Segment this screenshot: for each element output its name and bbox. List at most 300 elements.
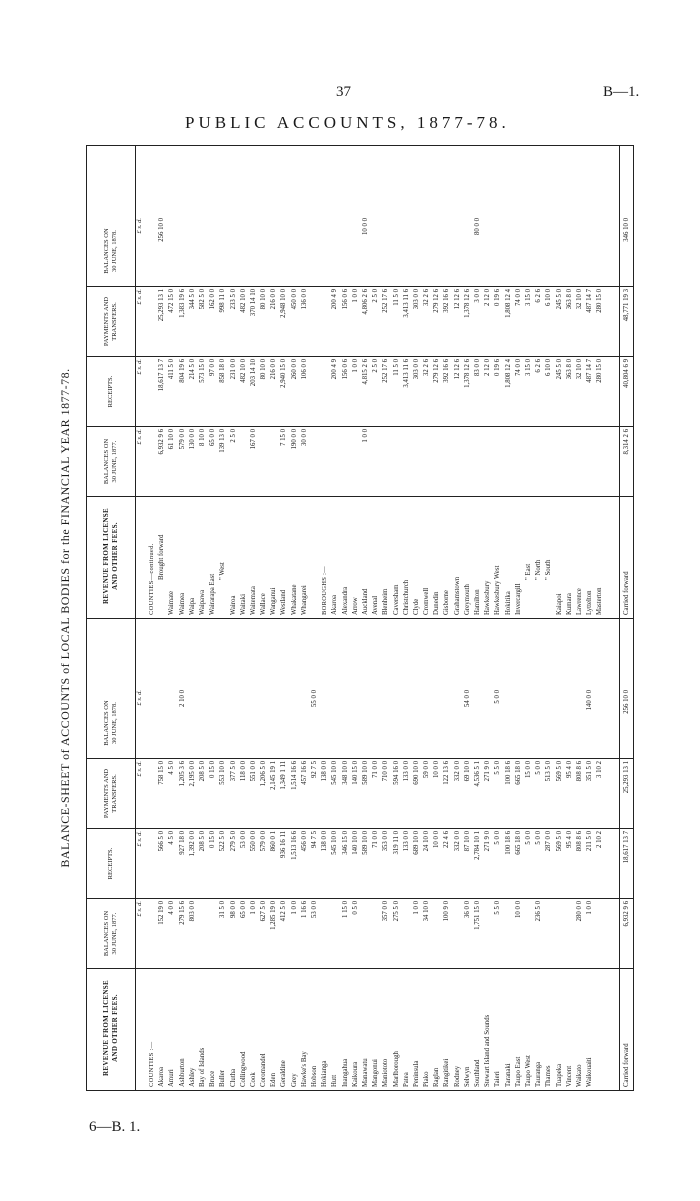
receipts-value: 3 15 0 (524, 356, 534, 426)
spacer-cell (605, 426, 619, 496)
balance-1877-value (595, 426, 605, 496)
balance-1877-value (493, 426, 503, 496)
payments-value: 332 0 0 (453, 758, 463, 828)
balance-1877-value (147, 898, 157, 968)
payments-value: 303 0 0 (412, 286, 422, 356)
ledger-table (86, 145, 634, 1091)
receipts-value: 11 5 0 (392, 356, 402, 426)
units-label: £ s. d. (136, 286, 147, 356)
table-row (198, 146, 208, 618)
table-row (341, 619, 351, 1090)
receipts-value: 0 19 6 (493, 356, 503, 426)
receipts-value: 12 12 6 (453, 356, 463, 426)
payments-value (310, 286, 320, 356)
balance-1878-value (422, 688, 432, 758)
payments-value: 1,206 5 0 (259, 758, 269, 828)
table-row (392, 146, 402, 618)
balance-1878-value (310, 216, 320, 286)
payments-value: 80 10 0 (259, 286, 269, 356)
payments-value: 0 15 0 (208, 758, 218, 828)
page-number: 37 (336, 84, 351, 100)
units-label: £ s. d. (136, 828, 147, 898)
balance-1877-value (239, 426, 249, 496)
balance-1878-value (555, 216, 565, 286)
balance-1878-value: 54 0 0 (463, 690, 471, 707)
receipts-value: 95 4 0 (565, 828, 575, 898)
row-name: Cromwell (422, 496, 432, 618)
row-name: Taupo East (514, 968, 524, 1090)
balance-1877-value: 1 16 6 (300, 898, 310, 968)
total-value: 6,932 9 6 (620, 898, 633, 968)
table-row (442, 146, 452, 618)
row-name: " West (218, 496, 228, 618)
balance-1878-value (371, 688, 381, 758)
total-label: Carried forward (620, 496, 633, 618)
units-blank (136, 968, 147, 1090)
header-payments-line1: PAYMENTS AND (102, 768, 110, 819)
table-row (453, 619, 463, 1090)
balance-1877-value: 1 0 0 (361, 426, 371, 496)
balance-1877-value (330, 426, 340, 496)
balance-1877-value (524, 426, 534, 496)
balance-1878-value (218, 688, 228, 758)
payments-value: 233 5 0 (229, 286, 239, 356)
balance-1877-value (565, 898, 575, 968)
payments-value: 74 0 0 (514, 286, 524, 356)
receipts-value: 858 18 0 (218, 356, 228, 426)
balance-1877-value: 5 5 0 (493, 898, 503, 968)
receipts-value: 2 12 0 (483, 356, 493, 426)
spacer-cell (605, 968, 619, 1090)
column-headers (87, 146, 136, 618)
row-name: Akaroa (157, 968, 167, 1090)
table-row (218, 619, 228, 1090)
payments-value: 487 14 7 (585, 286, 595, 356)
balance-1877-value (412, 426, 422, 496)
ledger-rows (147, 146, 619, 618)
payments-value: 998 11 0 (218, 286, 228, 356)
row-name: COUNTIES :— (147, 968, 157, 1090)
table-row (178, 619, 188, 1090)
table-row (453, 146, 463, 618)
payments-value: 200 4 9 (330, 286, 340, 356)
table-row (239, 146, 249, 618)
balance-1878-value (493, 216, 503, 286)
table-row (575, 146, 585, 618)
row-name: Inangahua (341, 968, 351, 1090)
balance-1877-value (483, 426, 493, 496)
receipts-value: 456 0 0 (300, 828, 310, 898)
payments-value: 513 5 0 (544, 758, 554, 828)
balance-1878-value (555, 688, 565, 758)
balance-1877-value (453, 898, 463, 968)
payments-value: 363 8 0 (565, 286, 575, 356)
payments-value: 92 7 5 (310, 758, 320, 828)
payments-value: 162 0 0 (208, 286, 218, 356)
row-name: Southland (473, 968, 483, 1090)
balance-1878-value: 5 0 0 (494, 690, 502, 704)
payments-value: 2,948 10 0 (279, 286, 289, 356)
balance-1877-value (595, 898, 605, 968)
table-row (229, 619, 239, 1090)
row-name: Mangonui (371, 968, 381, 1090)
balance-1877-value (544, 898, 554, 968)
balance-1878-value (453, 216, 463, 286)
table-row (493, 146, 503, 618)
balance-1877-value (585, 426, 595, 496)
row-name: Waikato (575, 968, 585, 1090)
payments-value: 118 0 0 (239, 758, 249, 828)
row-name: BOROUGHS :— (320, 496, 330, 618)
payments-value: 156 0 6 (341, 286, 351, 356)
payments-value: 245 5 0 (555, 286, 565, 356)
receipts-value: 303 0 0 (412, 356, 422, 426)
payments-value: 280 15 0 (595, 286, 605, 356)
receipts-value: 1,392 0 0 (188, 828, 198, 898)
receipts-value: 287 0 0 (544, 828, 554, 898)
table-row (361, 619, 371, 1090)
balance-1878-value (392, 216, 402, 286)
receipts-value: 80 10 0 (259, 356, 269, 426)
total-value: 25,293 13 1 (620, 758, 633, 828)
receipts-value: 482 10 0 (239, 356, 249, 426)
balance-1877-value (453, 426, 463, 496)
balance-1877-value (402, 426, 412, 496)
table-row (483, 619, 493, 1090)
payments-value: 2 12 0 (483, 286, 493, 356)
balance-1877-value: 275 5 0 (392, 898, 402, 968)
table-row (320, 146, 330, 618)
receipts-value: 279 12 6 (432, 356, 442, 426)
balance-1878-value (188, 216, 198, 286)
row-name: Amuri (167, 968, 177, 1090)
balance-1877-value (371, 426, 381, 496)
balance-1877-value: 236 5 0 (534, 898, 544, 968)
receipts-value: 138 0 0 (320, 828, 330, 898)
balance-1878-value (402, 688, 412, 758)
balance-1877-value: 98 0 0 (229, 898, 239, 968)
total-label: Carried forward (620, 968, 633, 1090)
table-row (341, 146, 351, 618)
table-row (555, 146, 565, 618)
row-name (310, 496, 320, 618)
table-row (279, 146, 289, 618)
receipts-value: 208 5 0 (198, 828, 208, 898)
balance-1878-value (290, 688, 300, 758)
receipts-value: 332 0 0 (453, 828, 463, 898)
row-name: Wairarapa East (208, 496, 218, 618)
table-row (320, 619, 330, 1090)
header-payments-line2: TRANSFERS. (111, 774, 118, 813)
units-label: £ s. d. (136, 898, 147, 968)
table-row (381, 619, 391, 1090)
payments-value: 5 0 0 (534, 758, 544, 828)
receipts-value: 522 5 0 (218, 828, 228, 898)
balance-1877-value (402, 898, 412, 968)
row-name: Piako (422, 968, 432, 1090)
table-row (371, 146, 381, 618)
table-row (432, 146, 442, 618)
balance-1878-value (290, 216, 300, 286)
balance-1878-value (565, 216, 575, 286)
table-row (351, 146, 361, 618)
row-name: Stewart Island and Sounds (483, 968, 493, 1090)
column-headers (87, 619, 136, 1090)
table-row (463, 146, 473, 618)
payments-value: 569 5 0 (555, 758, 565, 828)
table-row (269, 619, 279, 1090)
row-name: Akaroa (330, 496, 340, 618)
header-revenue (87, 968, 135, 1090)
units-label: £ s. d. (136, 356, 147, 426)
row-name: Rangitikei (442, 968, 452, 1090)
receipts-value: 3,413 11 6 (402, 356, 412, 426)
balance-1878-value (453, 688, 463, 758)
balance-1877-value: 627 5 0 (259, 898, 269, 968)
row-name: Kaiapoi (555, 496, 565, 618)
balance-1878-value (167, 216, 177, 286)
receipts-value: 689 10 0 (412, 828, 422, 898)
table-title: BALANCE-SHEET of ACCOUNTS of LOCAL BODIES for the FINANCIAL YEAR 1877-78. (58, 368, 72, 868)
row-name: Lawrence (575, 496, 585, 618)
rotated-table-area (58, 145, 638, 1091)
header-receipts (87, 828, 135, 898)
receipts-value: 665 18 0 (514, 828, 524, 898)
balance-1878-value (514, 216, 524, 286)
balance-1878-value (575, 688, 585, 758)
units-label: £ s. d. (136, 218, 143, 234)
payments-value: 138 0 0 (320, 758, 330, 828)
receipts-value: 203 14 10 (249, 356, 259, 426)
payments-value: 122 13 6 (442, 758, 452, 828)
row-name: Masterton (595, 496, 605, 618)
balance-1877-value (341, 426, 351, 496)
receipts-value: 22 4 6 (442, 828, 452, 898)
balance-1877-value: 4 0 0 (167, 898, 177, 968)
balance-1877-value (544, 426, 554, 496)
table-row (310, 146, 320, 618)
balance-1878-value: 10 0 0 (361, 218, 369, 235)
table-row (534, 619, 544, 1090)
balance-1878-value (483, 216, 493, 286)
balance-1878-value (239, 688, 249, 758)
payments-value: 216 0 0 (269, 286, 279, 356)
total-value: 40,804 6 9 (620, 356, 633, 426)
table-row (259, 619, 269, 1090)
table-row (544, 619, 554, 1090)
receipts-value: 1 0 0 (351, 356, 361, 426)
table-row (565, 619, 575, 1090)
balance-1877-value (565, 426, 575, 496)
payments-value: 3 10 2 (595, 758, 605, 828)
balance-1877-value (504, 898, 514, 968)
receipts-value: 74 0 0 (514, 356, 524, 426)
row-name: Hokitika (504, 496, 514, 618)
header-receipts-line1: RECEIPTS. (106, 847, 114, 880)
payments-value: 71 0 0 (371, 758, 381, 828)
table-row (463, 619, 473, 1090)
payments-value: 1,205 3 6 (178, 758, 188, 828)
receipts-value (147, 356, 157, 426)
row-name: Kumara (565, 496, 575, 618)
payments-value: 12 12 6 (453, 286, 463, 356)
row-name: Wallace (259, 496, 269, 618)
row-name: Hamilton (473, 496, 483, 618)
row-name: Manawatu (361, 968, 371, 1090)
receipts-value: 245 5 0 (555, 356, 565, 426)
table-row (188, 619, 198, 1090)
balance-1877-value: 167 0 0 (249, 426, 259, 496)
payments-value: 252 17 6 (381, 286, 391, 356)
row-name: Avenal (371, 496, 381, 618)
balance-1878-value (351, 688, 361, 758)
row-name: Invercargill (514, 496, 524, 618)
header-payments-line2: TRANSFERS. (111, 302, 118, 341)
receipts-value: 0 15 0 (208, 828, 218, 898)
table-row (555, 619, 565, 1090)
payments-value: 208 5 0 (198, 758, 208, 828)
payments-value: 6 10 0 (544, 286, 554, 356)
payments-value: 1,349 1 11 (279, 758, 289, 828)
table-row (524, 619, 534, 1090)
balance-1877-value: 65 0 0 (208, 426, 218, 496)
row-name: COUNTIES—continued. (147, 496, 157, 618)
balance-1878-value (442, 216, 452, 286)
payments-value (147, 758, 157, 828)
payments-value: 472 15 0 (167, 286, 177, 356)
receipts-value: 18,617 13 7 (157, 356, 167, 426)
receipts-value: 566 5 0 (157, 828, 167, 898)
table-row (473, 619, 483, 1090)
row-name: Waitaki (239, 496, 249, 618)
balance-1877-value (432, 898, 442, 968)
row-name: Lyttelton (585, 496, 595, 618)
header-balance-open-line2: 30 JUNE, 1877. (111, 440, 118, 483)
total-value: 18,617 13 7 (620, 828, 633, 898)
receipts-value: 411 5 0 (167, 356, 177, 426)
balance-1877-value: 803 0 0 (188, 898, 198, 968)
payments-value: 808 8 6 (575, 758, 585, 828)
balance-1878-value (300, 216, 310, 286)
row-name: Hawke's Bay (300, 968, 310, 1090)
payments-value: 1,383 19 6 (178, 286, 188, 356)
payments-value: 5 5 0 (493, 758, 503, 828)
receipts-value: 71 0 0 (371, 828, 381, 898)
payments-value: 582 5 0 (198, 286, 208, 356)
header-balance-close-line2: 30 JUNE, 1878. (111, 230, 118, 272)
receipts-value: 211 5 0 (585, 828, 595, 898)
row-name: Waipa (188, 496, 198, 618)
header-payments (87, 286, 135, 356)
payments-value: 2 5 0 (371, 286, 381, 356)
receipts-value: 106 0 0 (300, 356, 310, 426)
table-row (229, 146, 239, 618)
balance-1878-value (575, 216, 585, 286)
table-row (412, 619, 422, 1090)
row-name: Clutha (229, 968, 239, 1090)
row-name: Taupo West (524, 968, 534, 1090)
payments-value: 3,413 11 6 (402, 286, 412, 356)
row-name: Christchurch (402, 496, 412, 618)
balance-1877-value: 280 0 0 (575, 898, 585, 968)
row-name: Waitemata (249, 496, 259, 618)
table-row (167, 146, 177, 618)
table-row (432, 619, 442, 1090)
spacer-cell (605, 898, 619, 968)
balance-1878-value (392, 688, 402, 758)
units-label: £ s. d. (136, 758, 147, 828)
balance-1877-value (147, 426, 157, 496)
table-row (188, 146, 198, 618)
balance-1878-value (524, 688, 534, 758)
table-row (534, 146, 544, 618)
balance-1877-value: 30 0 0 (300, 426, 310, 496)
table-row (493, 619, 503, 1090)
row-name: Blenheim (381, 496, 391, 618)
balance-1878-value (544, 688, 554, 758)
row-name: Hawkesbury (483, 496, 493, 618)
balance-1877-value: 279 15 6 (178, 898, 188, 968)
balance-1878-value (534, 688, 544, 758)
table-row (208, 619, 218, 1090)
receipts-value: 5 0 0 (493, 828, 503, 898)
payments-value: 370 14 10 (249, 286, 259, 356)
receipts-value: 2 5 0 (371, 356, 381, 426)
payments-value: 665 18 0 (514, 758, 524, 828)
receipts-value: 2,784 10 1 (473, 828, 483, 898)
balance-1877-value: 579 0 0 (178, 426, 188, 496)
header-balance-open-line2: 30 JUNE, 1877. (111, 912, 118, 955)
receipts-value (310, 356, 320, 426)
table-row (483, 146, 493, 618)
balance-1878-value: 2 10 0 (178, 690, 186, 707)
table-row (147, 619, 157, 1090)
balance-1878-value (544, 216, 554, 286)
table-row (504, 619, 514, 1090)
row-name: Patea (402, 968, 412, 1090)
header-balance-open-line1: BALANCES ON (102, 910, 110, 957)
receipts-value: 569 5 0 (555, 828, 565, 898)
balance-1877-value: 53 0 0 (310, 898, 320, 968)
row-name: Cook (249, 968, 259, 1090)
payments-value: 59 0 0 (422, 758, 432, 828)
row-name: Maniototo (381, 968, 391, 1090)
table-row (565, 146, 575, 618)
row-name: Whakatane (290, 496, 300, 618)
table-row (279, 619, 289, 1090)
balance-1878-value (361, 688, 371, 758)
table-row (361, 146, 371, 618)
payments-value: 2,145 19 1 (269, 758, 279, 828)
balance-1878-value (351, 216, 361, 286)
payments-value: 1,514 16 6 (290, 758, 300, 828)
row-name: Hokianga (320, 968, 330, 1090)
row-name: Waimate (167, 496, 177, 618)
balance-1877-value: 36 0 0 (463, 898, 473, 968)
receipts-value: 156 0 6 (341, 356, 351, 426)
balance-1877-value: 6,932 9 6 (157, 426, 167, 496)
payments-value: 1,378 12 6 (463, 286, 473, 356)
row-name: Whangarei (300, 496, 310, 618)
balance-1877-value (351, 426, 361, 496)
balance-1878-value (208, 216, 218, 286)
table-row (218, 146, 228, 618)
balance-1878-value (259, 688, 269, 758)
receipts-value: 252 17 6 (381, 356, 391, 426)
table-row (575, 619, 585, 1090)
balance-1877-value: 152 19 0 (157, 898, 167, 968)
balance-1878-value (381, 216, 391, 286)
